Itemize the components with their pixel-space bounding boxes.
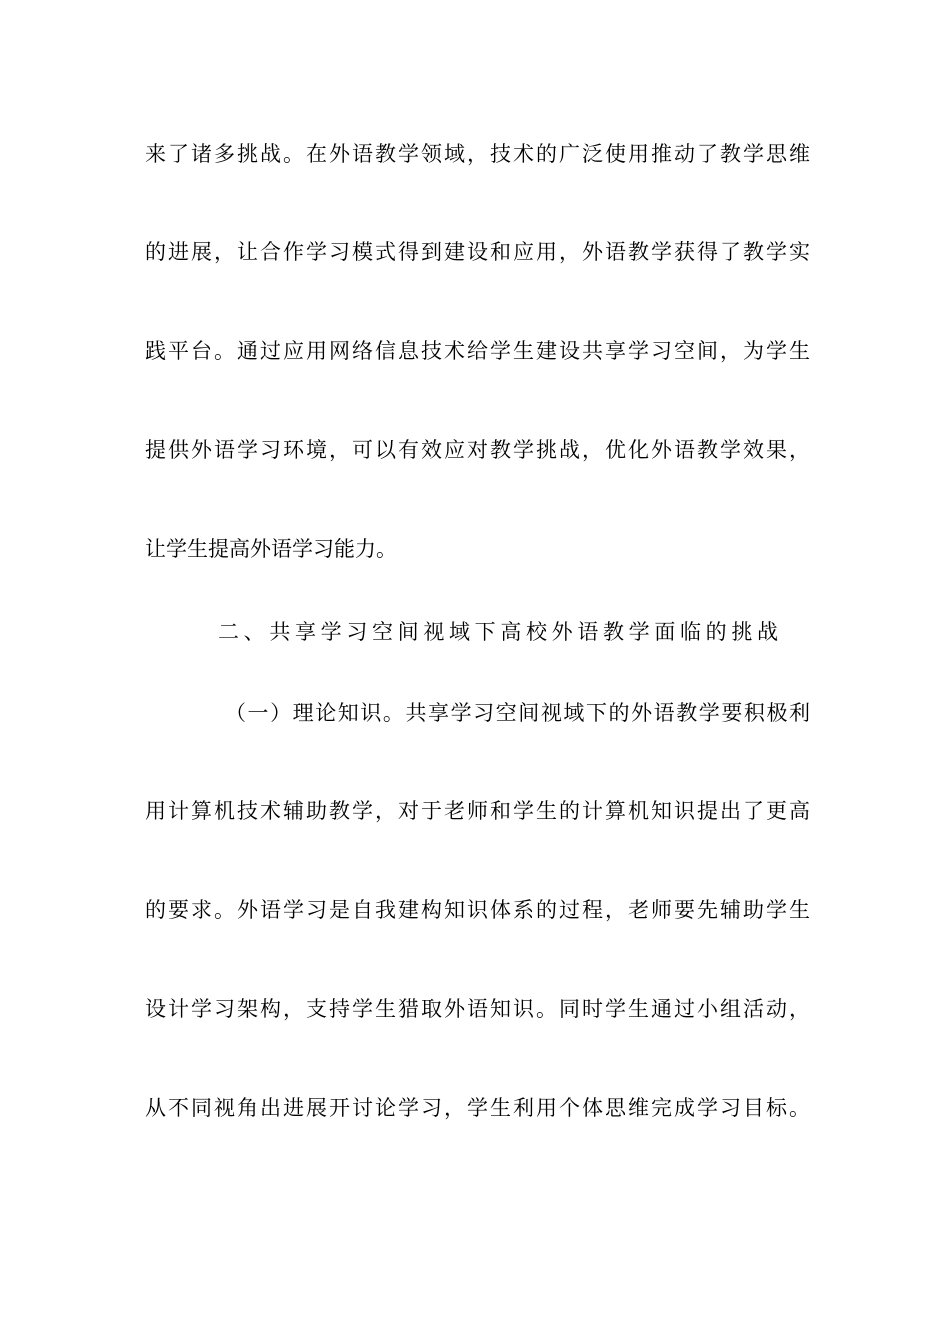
section-heading: 二、共享学习空间视域下高校外语教学面临的挑战 (218, 620, 778, 644)
paragraph-line: 用计算机技术辅助教学，对于老师和学生的计算机知识提出了更高 (145, 799, 810, 823)
paragraph-line: 来了诸多挑战。在外语教学领域，技术的广泛使用推动了教学思维 (145, 142, 810, 166)
paragraph-line: 设计学习架构，支持学生猎取外语知识。同时学生通过小组活动， (145, 997, 810, 1021)
paragraph-line: 从不同视角出进展开讨论学习，学生利用个体思维完成学习目标。 (145, 1096, 810, 1120)
paragraph-line: 的要求。外语学习是自我建构知识体系的过程，老师要先辅助学生 (145, 898, 810, 922)
paragraph-line: （一）理论知识。共享学习空间视域下的外语教学要积极利 (225, 701, 810, 725)
paragraph-line: 让学生提高外语学习能力。 (145, 537, 397, 561)
paragraph-line: 践平台。通过应用网络信息技术给学生建设共享学习空间，为学生 (145, 339, 810, 363)
paragraph-line: 的进展，让合作学习模式得到建设和应用，外语教学获得了教学实 (145, 240, 810, 264)
paragraph-line: 提供外语学习环境，可以有效应对教学挑战，优化外语教学效果， (145, 438, 810, 462)
